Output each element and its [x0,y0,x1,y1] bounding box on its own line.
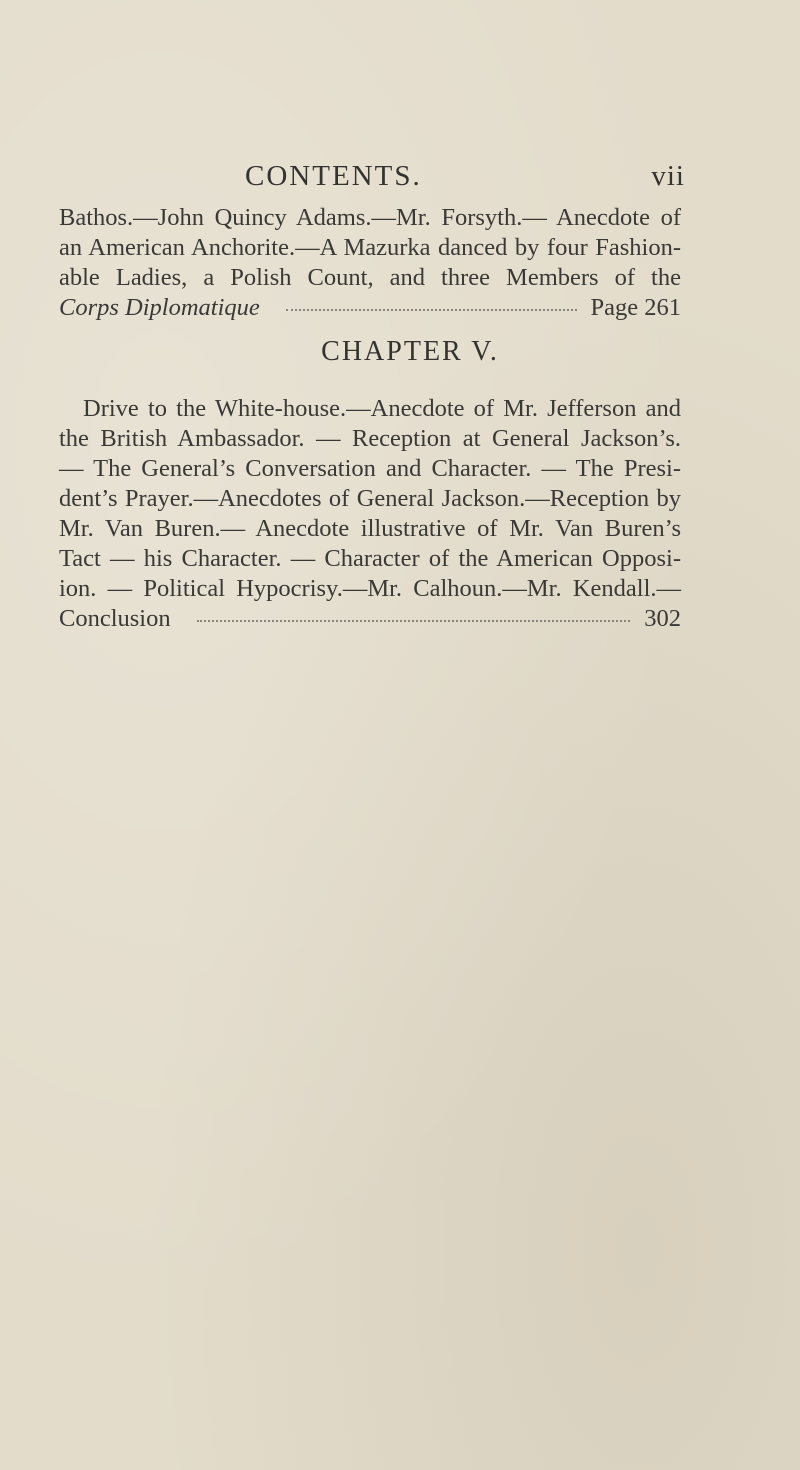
entry-line: an American Anchorite.—A Mazurka danced by four Fashion- [59,234,681,261]
running-head [245,160,685,194]
entry-line: Drive to the White-house.—Anecdote of Mr. Jefferson and [83,395,681,422]
page-reference: Page 261 [590,294,681,321]
entry-line: — The General’s Conversation and Character. — The Presi- [59,455,681,482]
entry-line: the British Ambassador. — Reception at General Jackson’s. [59,425,681,452]
entry-final-text: Corps Diplomatique [59,294,260,321]
chapter-heading-text: CHAPTER V. [321,336,499,367]
running-title: CONTENTS. [245,160,422,192]
entry-line: dent’s Prayer.—Anecdotes of General Jackson.—Reception by [59,485,681,512]
dot-leaders [286,305,577,311]
entry-last-line [59,293,681,323]
entry-final-text: Conclusion [59,605,171,632]
entry-line: able Ladies, a Polish Count, and three Members of the [59,264,681,291]
entry-line: Mr. Van Buren.— Anecdote illustrative of Mr. Van Buren’s [59,515,681,542]
contents-entry-chapter-v [59,394,681,634]
chapter-heading [0,336,800,368]
page-number: vii [651,160,685,192]
entry-line: Bathos.—John Quincy Adams.—Mr. Forsyth.— Anecdote of [59,204,681,231]
page-reference: 302 [644,605,681,632]
contents-entry-chapter-iv-continued [59,203,681,323]
entry-line: Tact — his Character. — Character of the American Opposi- [59,545,681,572]
entry-last-line [59,604,681,634]
entry-line: ion. — Political Hypocrisy.—Mr. Calhoun.—Mr. Kendall.— [59,575,681,602]
dot-leaders [197,616,631,622]
